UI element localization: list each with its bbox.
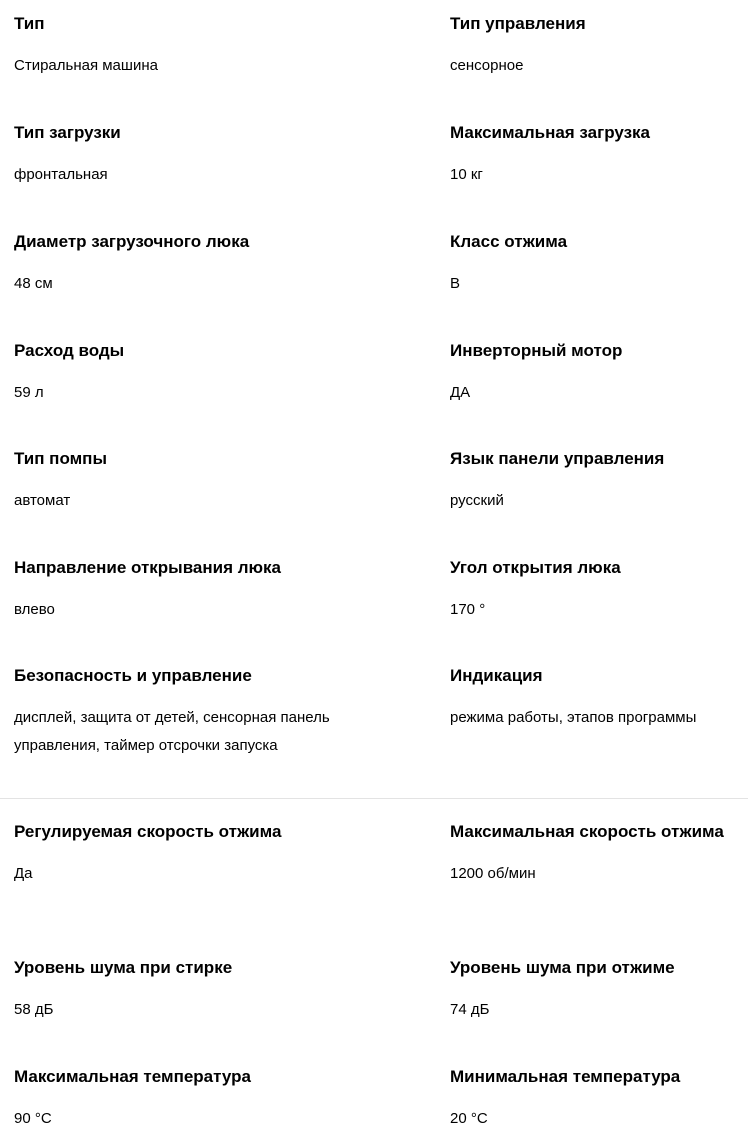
spec-item-load-type — [14, 123, 414, 189]
spec-value: фронтальная — [14, 166, 108, 183]
spec-value: сенсорное — [450, 57, 524, 74]
spec-item-spin-class — [450, 232, 748, 298]
spec-label: Максимальная скорость отжима — [450, 822, 724, 841]
spec-value: русский — [450, 492, 504, 509]
spec-value: 10 кг — [450, 166, 483, 183]
spec-value: Да — [14, 865, 33, 882]
spec-item-hatch-direction — [14, 558, 414, 624]
spec-value: 170 ° — [450, 601, 486, 618]
spec-item-adjustable-spin — [14, 822, 414, 888]
spec-value: 74 дБ — [450, 1001, 490, 1018]
spec-item-control-type — [450, 14, 748, 80]
spec-value: B — [450, 275, 461, 292]
spec-value: дисплей, защита от детей, сенсорная панель управления, таймер отсрочки запуска — [14, 709, 330, 754]
spec-label: Уровень шума при отжиме — [450, 958, 675, 977]
spec-item-indication — [450, 666, 748, 732]
spec-item-hatch-diameter — [14, 232, 414, 298]
spec-item-pump-type — [14, 449, 414, 515]
spec-label: Тип помпы — [14, 449, 107, 468]
section-divider — [0, 798, 748, 799]
spec-label: Угол открытия люка — [450, 558, 621, 577]
spec-item-wash-noise — [14, 958, 414, 1024]
spec-value: 1200 об/мин — [450, 865, 536, 882]
spec-item-max-load — [450, 123, 748, 189]
spec-value: влево — [14, 601, 55, 618]
spec-label: Тип загрузки — [14, 123, 121, 142]
spec-item-type — [14, 14, 414, 80]
spec-value: режима работы, этапов программы — [450, 709, 697, 726]
spec-value: Стиральная машина — [14, 57, 158, 74]
spec-label: Регулируемая скорость отжима — [14, 822, 282, 841]
spec-label: Минимальная температура — [450, 1067, 681, 1086]
spec-item-max-spin-speed — [450, 822, 748, 888]
spec-label: Безопасность и управление — [14, 666, 252, 685]
spec-value: ДА — [450, 384, 471, 401]
spec-label: Максимальная загрузка — [450, 123, 650, 142]
spec-value: автомат — [14, 492, 71, 509]
spec-item-panel-language — [450, 449, 748, 515]
spec-item-spin-noise — [450, 958, 748, 1024]
spec-item-max-temperature — [14, 1067, 414, 1133]
spec-value: 20 °C — [450, 1110, 488, 1127]
spec-label: Тип управления — [450, 14, 586, 33]
spec-label: Максимальная температура — [14, 1067, 251, 1086]
spec-label: Класс отжима — [450, 232, 568, 251]
spec-value: 90 °C — [14, 1110, 52, 1127]
spec-label: Инверторный мотор — [450, 341, 623, 360]
spec-value: 58 дБ — [14, 1001, 54, 1018]
spec-value: 59 л — [14, 384, 44, 401]
spec-label: Язык панели управления — [450, 449, 665, 468]
spec-item-min-temperature — [450, 1067, 748, 1133]
spec-label: Тип — [14, 14, 45, 33]
spec-item-water-consumption — [14, 341, 414, 407]
spec-label: Расход воды — [14, 341, 125, 360]
spec-label: Направление открывания люка — [14, 558, 282, 577]
spec-item-safety-control — [14, 666, 374, 760]
spec-value: 48 см — [14, 275, 53, 292]
spec-item-hatch-angle — [450, 558, 748, 624]
spec-label: Диаметр загрузочного люка — [14, 232, 250, 251]
spec-label: Уровень шума при стирке — [14, 958, 233, 977]
spec-item-inverter-motor — [450, 341, 748, 407]
spec-label: Индикация — [450, 666, 543, 685]
